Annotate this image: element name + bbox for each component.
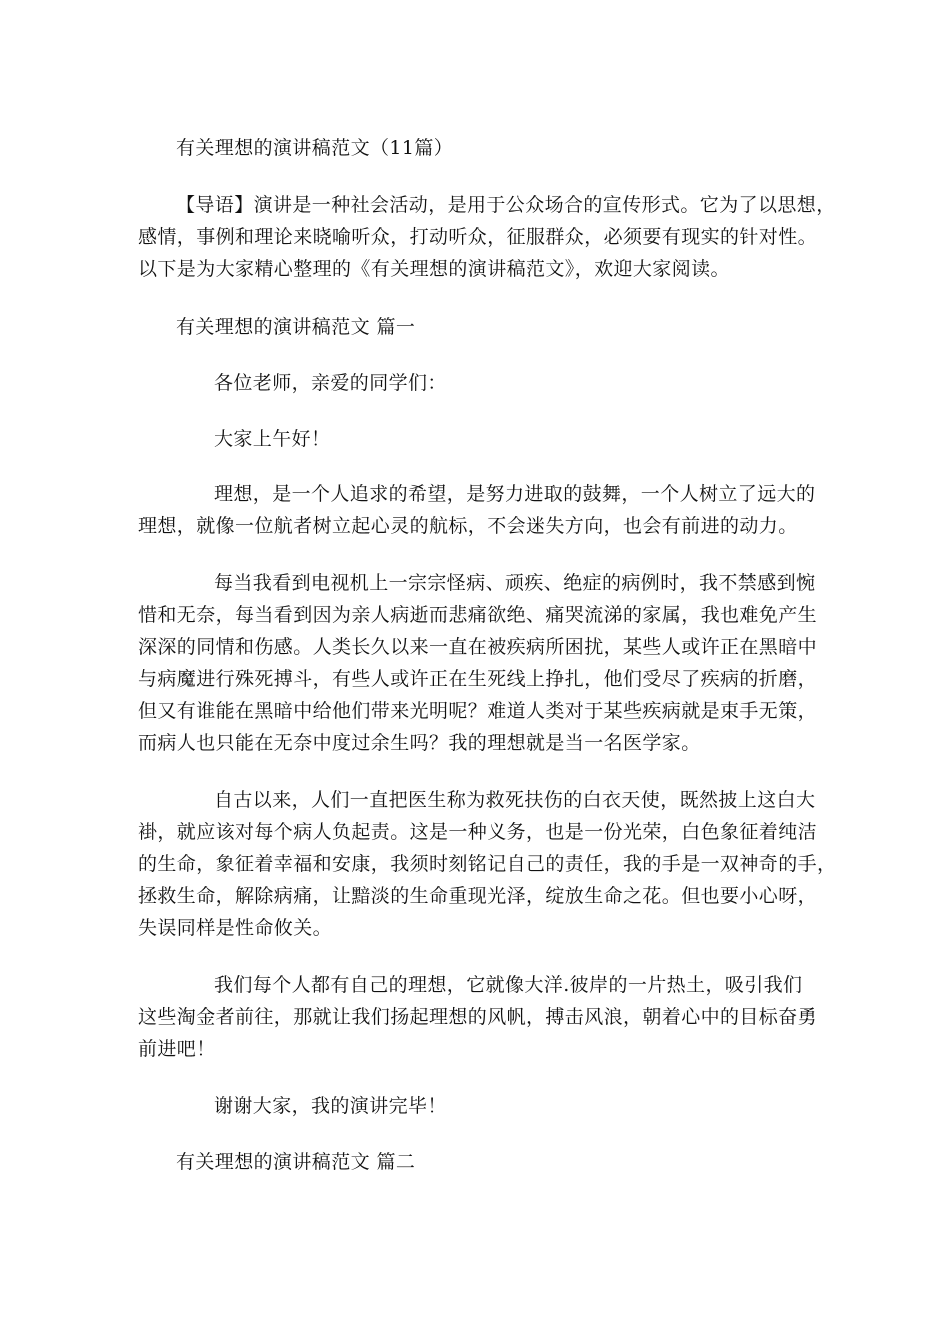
section-heading-one: 有关理想的演讲稿范文 篇一	[176, 316, 416, 338]
paragraph-line: 惜和无奈，每当看到因为亲人病逝而悲痛欲绝、痛哭流涕的家属，我也难免产生	[138, 604, 818, 626]
greeting: 各位老师，亲爱的同学们：	[214, 372, 447, 394]
closing-line: 谢谢大家，我的演讲完毕！	[214, 1095, 447, 1117]
paragraph-line: 理想，就像一位航者树立起心灵的航标，不会迷失方向，也会有前进的动力。	[138, 515, 798, 537]
paragraph-line: 这些淘金者前往，那就让我们扬起理想的风帆，搏击风浪，朝着心中的目标奋勇	[138, 1006, 818, 1028]
paragraph-line: 理想，是一个人追求的希望，是努力进取的鼓舞，一个人树立了远大的	[214, 483, 816, 505]
paragraph-line: 而病人也只能在无奈中度过余生吗？我的理想就是当一名医学家。	[138, 732, 701, 754]
paragraph-line: 深深的同情和伤感。人类长久以来一直在被疾病所困扰，某些人或许正在黑暗中	[138, 636, 818, 658]
section-heading-two: 有关理想的演讲稿范文 篇二	[176, 1151, 416, 1173]
paragraph-line: 的生命，象征着幸福和安康，我须时刻铭记自己的责任，我的手是一双神奇的手，	[138, 853, 837, 875]
paragraph-line: 但又有谁能在黑暗中给他们带来光明呢？难道人类对于某些疾病就是束手无策，	[138, 700, 818, 722]
hello: 大家上午好！	[214, 428, 331, 450]
paragraph-line: 每当我看到电视机上一宗宗怪病、顽疾、绝症的病例时，我不禁感到惋	[214, 572, 816, 594]
paragraph-line: 自古以来，人们一直把医生称为救死扶伤的白衣天使，既然披上这白大	[214, 789, 816, 811]
paragraph-line: 拯救生命，解除病痛，让黯淡的生命重现光泽，绽放生命之花。但也要小心呀，	[138, 885, 818, 907]
paragraph-line: 褂，就应该对每个病人负起责。这是一种义务，也是一份光荣，白色象征着纯洁	[138, 821, 818, 843]
paragraph-line: 与病魔进行殊死搏斗，有些人或许正在生死线上挣扎，他们受尽了疾病的折磨，	[138, 668, 818, 690]
intro-line: 【导语】演讲是一种社会活动，是用于公众场合的宣传形式。它为了以思想，	[176, 194, 836, 216]
intro-line: 感情，事例和理论来晓喻听众，打动听众，征服群众，必须要有现实的针对性。	[138, 226, 818, 248]
paragraph-line: 失误同样是性命攸关。	[138, 917, 333, 939]
intro-line: 以下是为大家精心整理的《有关理想的演讲稿范文》，欢迎大家阅读。	[138, 258, 730, 280]
paragraph-line: 我们每个人都有自己的理想，它就像大洋.彼岸的一片热土，吸引我们	[214, 974, 803, 996]
paragraph-line: 前进吧！	[138, 1038, 216, 1060]
document-title: 有关理想的演讲稿范文（11篇）	[176, 137, 454, 159]
